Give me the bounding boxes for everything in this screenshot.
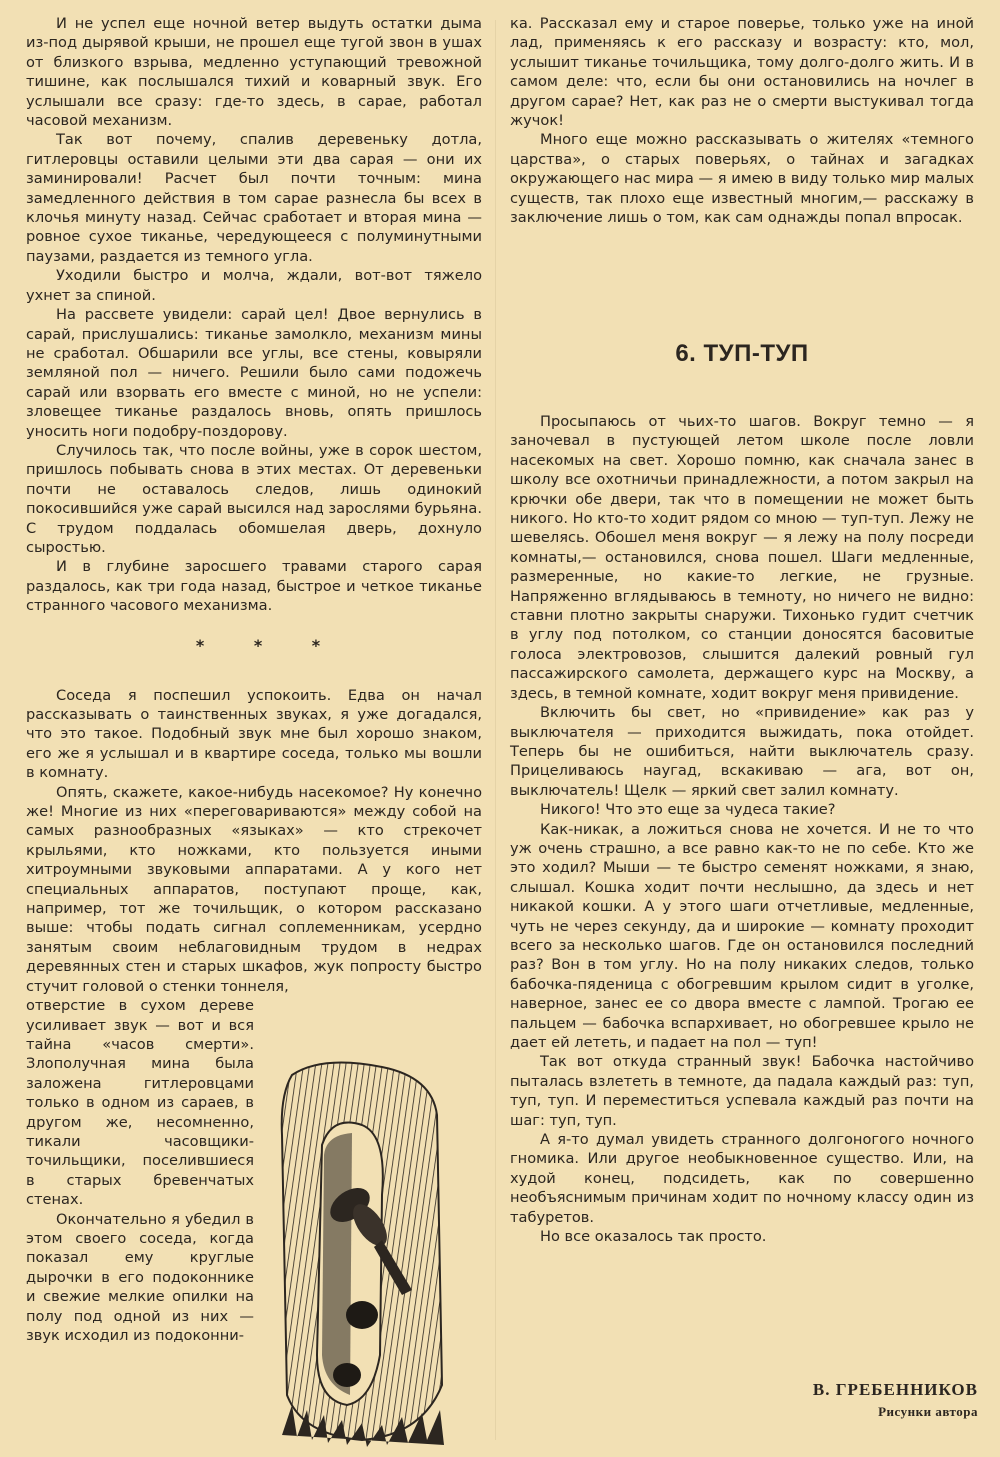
right-column-top: [510, 14, 974, 227]
illustration-credit: Рисунки автора: [878, 1404, 978, 1419]
paragraph: Никого! Что это еще за чудеса такие?: [540, 801, 836, 819]
paragraph: Так вот почему, спалив деревеньку дотла, гитлеровцы оставили целыми эти два сарая — они их заминировали! Расчет был почти точным: мина замедленного действия в том сарае разнесла бы всех в клочья минуту назад. Сейчас сработает и вторая мина — ровное сухое тиканье, чередующееся с полуминутными паузами, раздается из темного угла.: [26, 131, 482, 265]
section-title: 6. ТУП-ТУП: [675, 340, 809, 367]
column-gutter: [495, 20, 496, 1440]
paragraph: Много еще можно рассказывать о жителях «темного царства», о старых поверьях, о тайнах и загадках окружающего нас мира — я имею в виду только мир малых существ, так плохо еще известный многим,— расскажу в заключение лишь о том, как сам однажды попал впросак.: [510, 131, 974, 227]
author-signature: В. ГРЕБЕННИКОВ: [812, 1380, 978, 1399]
paragraph: Так вот откуда странный звук! Бабочка настойчиво пыталась взлететь в темноте, да падала каждый раз: туп, туп, туп. И переместиться успевала каждый раз почти на шаг: туп, туп.: [510, 1053, 974, 1129]
paragraph: На рассвете увидели: сарай цел! Двое вернулись в сарай, прислушались: тиканье замолкло, механизм мины не сработал. Обшарили все углы, все стены, ковыряли земляной пол — ничего. Решили было сами подожечь сарай или взорвать его вместе с миной, но не успели: зловещее тиканье раздалось вновь, опять пришлось уносить ноги подобру-поздорову.: [26, 306, 482, 440]
section-separator: * * *: [195, 635, 343, 655]
text-beside-illustration: [26, 996, 254, 1345]
paragraph: И в глубине заросшего травами старого сарая раздалось, как три года назад, быстрое и четкое тиканье странного часового механизма.: [26, 558, 482, 615]
paragraph: Соседа я поспешил успокоить. Едва он начал рассказывать о таинственных звуках, я уже догадался, что это такое. Подобный звук мне был хорошо знаком, его же я услышал и в квартире соседа, только мы вошли в комнату.: [26, 686, 482, 782]
paragraph: И не успел еще ночной ветер выдуть остатки дыма из-под дырявой крыши, не прошел еще тугой звон в ушах от близкого взрыва, медленно уступающий тревожной тишине, как послышался тихий и коварный звук. Его услышали все сразу: где-то здесь, в сарае, работал часовой механизм.: [26, 15, 482, 130]
paragraph: Включить бы свет, но «привидение» как раз у выключателя — приходится выжидать, пока отойдет. Теперь бы не ошибиться, найти выключатель сразу. Прицеливаюсь наугад, вскакиваю — ага, вот он, выключатель! Щелк — яркий свет залил комнату.: [510, 704, 974, 799]
woodworm-beetle-log-drawing-icon: [262, 1055, 462, 1450]
paragraph: Окончательно я убедил в этом своего соседа, когда показал ему круглые дырочки в его подоконнике и свежие мелкие опилки на полу под одной из них — звук исходил из подоконни-: [26, 1210, 254, 1344]
paragraph: отверстие в сухом дереве усиливает звук — вот и вся тайна «часов смерти». Злополучная мина была заложена гитлеровцами только в одном из сараев, в другом же, несомненно, тикали часовщики-точильщики, поселившиеся в старых бревенчатых стенах.: [26, 997, 254, 1209]
paragraph: Уходили быстро и молча, ждали, вот-вот тяжело ухнет за спиной.: [26, 267, 482, 304]
right-column-bottom: [510, 412, 974, 1246]
paragraph: Опять, скажете, какое-нибудь насекомое? Ну конечно же! Многие из них «переговариваются» между собой на самых разнообразных «языках» — кто стрекочет крыльями, кто ножками, кто пользуется иными хитроумными звуковыми аппаратами. А у кого нет специальных аппаратов, поступают проще, как, например, тот же точильщик, о котором рассказано выше: чтобы подать сигнал соплеменникам, усердно занятым своим неблаговидным трудом в недрах деревянных стен и старых шкафов, жук попросту быстро стучит головой о стенки тоннеля,: [26, 783, 482, 995]
paragraph: Просыпаюсь от чьих-то шагов. Вокруг темно — я заночевал в пустующей летом школе после ловли насекомых на свет. Хорошо помню, как сначала занес в школу все охотничьи принадлежности, а потом закрыл на крючки обе двери, так что в помещении не может быть никого. Но кто-то ходит рядом со мною — туп-туп. Лежу не шевелясь. Обошел меня вокруг — я лежу на полу посреди комнаты,— остановился, снова пошел. Шаги медленные, размеренные, но какие-то легкие, не грузные. Напряженно вглядываюсь в темноту, но ничего не видно: ставни плотно закрыты снаружи. Тихонько гудит счетчик в углу под потолком, со станции доносятся басовитые голоса электровозов, слышится далекий ровный гул пассажирского самолета, держащего курс на Москву, а здесь, в темной комнате, ходит вокруг меня привидение.: [510, 413, 974, 702]
paragraph: А я-то думал увидеть странного долгоногого ночного гномика. Или другое необыкновенное существо. Или, на худой конец, подсидеть, как по совершенно необъяснимым причинам ходит по ночному классу один из табуретов.: [510, 1131, 974, 1226]
paragraph: Случилось так, что после войны, уже в сорок шестом, пришлось побывать снова в этих местах. От деревеньки почти не оставалось следов, лишь одинокий покосившийся уже сарай высился над зарослями бурьяна. С трудом поддалась обомшелая дверь, дохнуло сыростью.: [26, 441, 482, 556]
paragraph: Как-никак, а ложиться снова не хочется. И не то что уж очень страшно, а все равно как-то не по себе. Кто же это ходил? Мыши — те быстро семенят ножками, я знаю, слышал. Кошка ходит почти неслышно, да здесь и нет никакой кошки. А у этого шаги отчетливые, медленные, чуть не через секунду, да и широкие — комнату проходит всего за несколько шагов. Где он остановился последний раз? Вон в том углу. Но на полу никаких следов, только бабочка-пяденица с обогревшим крылом сидит в уголке, наверное, занес ее со двора вместе с лампой. Трогаю ее пальцем — бабочка вспархивает, но обогревшее крыло не дает ей лететь, и падает на пол — туп!: [510, 820, 974, 1051]
paragraph: Но все оказалось так просто.: [540, 1228, 767, 1246]
paragraph: ка. Рассказал ему и старое поверье, только уже на иной лад, применяясь к его рассказу и возрасту: кто, мол, услышит тиканье точильщика, тому долго-долго жить. И в самом деле: что, если бы они остановились на ночлег в другом сарае? Нет, как раз не о смерти выстукивал тогда жучок!: [510, 15, 974, 130]
